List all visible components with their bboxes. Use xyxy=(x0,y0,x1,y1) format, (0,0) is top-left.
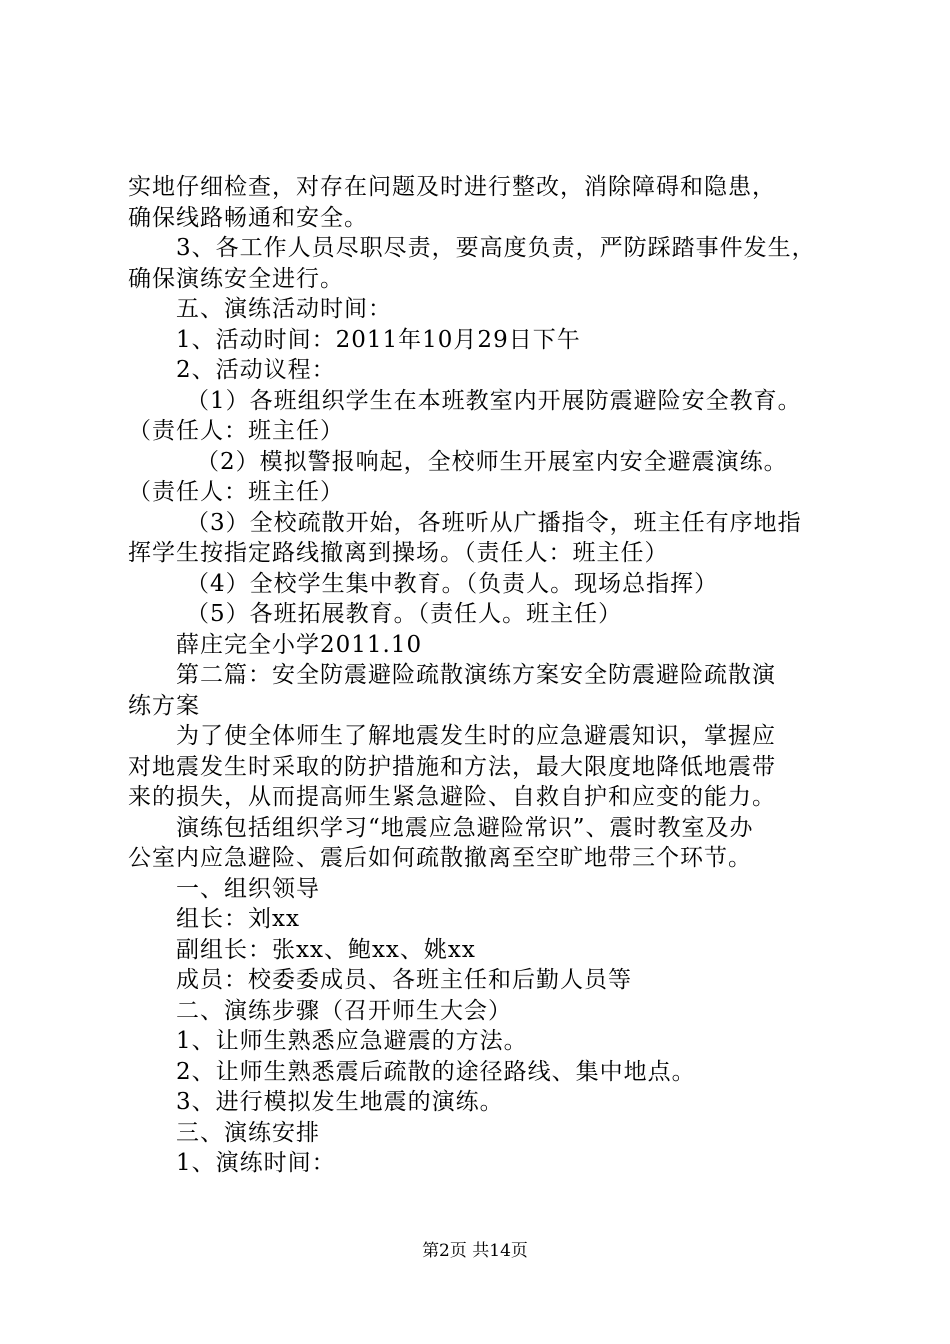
text-line: 公室内应急避险、震后如何疏散撤离至空旷地带三个环节。 xyxy=(128,845,752,871)
text-line: （3）全校疏散开始，各班听从广播指令，班主任有序地指 xyxy=(186,509,802,536)
section-heading: 二、演练步骤（召开师生大会） xyxy=(176,997,512,1024)
text-line: 确保演练安全进行。 xyxy=(128,265,344,292)
text-line: 1、活动时间：2011年10月29日下午 xyxy=(176,326,581,353)
text-line: （责任人：班主任） xyxy=(128,479,344,505)
text-line: 成员：校委委成员、各班主任和后勤人员等 xyxy=(176,967,632,993)
text-line: 3、各工作人员尽职尽责，要高度负责，严防踩踏事件发生， xyxy=(176,235,816,261)
text-line: （4）全校学生集中教育。（负责人。现场总指挥） xyxy=(186,570,719,597)
text-line: （2）模拟警报响起，全校师生开展室内安全避震演练。 xyxy=(196,448,788,475)
text-line: 副组长：张xx、鲍xx、姚xx xyxy=(176,936,476,963)
section-heading: 三、演练安排 xyxy=(176,1119,320,1146)
text-line: 来的损失，从而提高师生紧急避险、自救自护和应变的能力。 xyxy=(128,784,776,810)
text-line: 实地仔细检查，对存在问题及时进行整改，消除障碍和隐患， xyxy=(128,174,776,200)
text-line: 3、进行模拟发生地震的演练。 xyxy=(176,1089,504,1115)
document-body xyxy=(128,172,840,1179)
text-line: （1）各班组织学生在本班教室内开展防震避险安全教育。 xyxy=(186,387,802,414)
text-line: 挥学生按指定路线撤离到操场。（责任人：班主任） xyxy=(128,540,669,566)
text-line: 1、演练时间： xyxy=(176,1150,336,1176)
text-line: （5）各班拓展教育。（责任人。班主任） xyxy=(186,601,623,627)
text-line: 2、让师生熟悉震后疏散的途径路线、集中地点。 xyxy=(176,1058,696,1085)
text-line: 练方案 xyxy=(128,692,200,719)
text-line: 1、让师生熟悉应急避震的方法。 xyxy=(176,1028,528,1054)
text-line: 对地震发生时采取的防护措施和方法，最大限度地降低地震带 xyxy=(128,753,776,780)
text-line: 为了使全体师生了解地震发生时的应急避震知识，掌握应 xyxy=(176,723,776,749)
text-line: 2、活动议程： xyxy=(176,357,336,383)
section-heading: 五、演练活动时间： xyxy=(176,296,392,322)
text-line: 确保线路畅通和安全。 xyxy=(128,204,368,231)
signature-line: 薛庄完全小学2011.10 xyxy=(176,631,423,658)
section-heading: 一、组织领导 xyxy=(176,875,320,902)
page-number-footer: 第2页 共14页 xyxy=(422,1241,528,1261)
section-heading: 第二篇：安全防震避险疏散演练方案安全防震避险疏散演 xyxy=(176,662,776,688)
text-line: 组长：刘xx xyxy=(176,906,300,932)
text-line: 演练包括组织学习“地震应急避险常识”、震时教室及办 xyxy=(176,814,754,841)
text-line: （责任人：班主任） xyxy=(128,418,344,444)
